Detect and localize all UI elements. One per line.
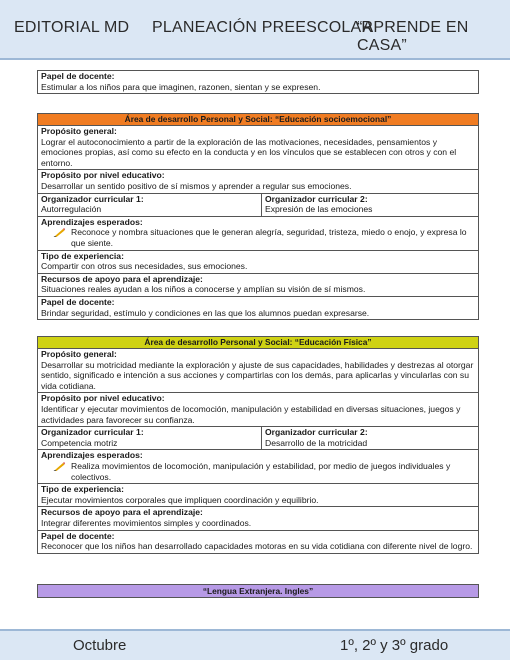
level-purpose-row [38,393,478,427]
teacher-role-label: Papel de docente: [41,296,115,307]
teacher-role-label: Papel de docente: [41,530,115,541]
organizer-2-label: Organizador curricular 2: [265,193,368,204]
support-resources-text: Integrar diferentes movimientos simples y coordinados. [41,517,252,528]
expected-learning-row [38,450,478,484]
physical-education-header: Área de desarrollo Personal y Social: “Educación Física” [38,337,478,349]
pencil-icon [53,462,65,471]
experience-type-label: Tipo de experiencia: [41,250,124,261]
curricular-organizers-row [38,194,478,217]
grade-label: 1º, 2º y 3º grado [340,637,449,654]
expected-learning-row [38,217,478,251]
experience-type-text: Ejecutar movimientos corporales que impliquen coordinación y equilibrio. [41,494,319,505]
expected-learning-label: Aprendizajes esperados: [41,450,143,461]
experience-type-label: Tipo de experiencia: [41,484,124,495]
expected-learning-text: Reconoce y nombra situaciones que le generan alegría, seguridad, tristeza, miedo o enojo, y expresa lo que siente. [71,227,467,248]
page-footer [0,629,510,660]
general-purpose-label: Propósito general: [41,349,117,359]
english-header: “Lengua Extranjera. Ingles” [38,585,478,597]
teacher-role-row [38,531,478,553]
organizer-2-value: Desarrollo de la motricidad [265,437,368,448]
program-name: “APRENDE EN CASA” [357,19,469,54]
socioemocional-table [37,113,479,320]
teacher-role-text: Reconocer que los niños han desarrollado capacidades motoras en su vida cotidiana con diferente nivel de logro. [41,541,473,552]
experience-type-row [38,251,478,274]
support-resources-label: Recursos de apoyo para el aprendizaje: [41,507,203,518]
organizer-2-label: Organizador curricular 2: [265,427,368,438]
expected-learning-text: Realiza movimientos de locomoción, manipulación y estabilidad, por medio de juegos individuales y colectivos. [71,460,451,482]
pencil-icon [53,228,65,237]
socioemocional-header: Área de desarrollo Personal y Social: “Educación socioemocional” [38,114,478,126]
experience-type-text: Compartir con otros sus necesidades, sus emociones. [41,261,248,272]
support-resources-row [38,274,478,297]
organizer-1-label: Organizador curricular 1: [41,427,144,438]
level-purpose-text: Identificar y ejecutar movimientos de locomoción, manipulación y estabilidad en diversas situaciones, juegos y actividades para favorecer su confianza. [41,403,461,425]
month-label: Octubre [73,637,127,654]
organizer-1-value: Competencia motriz [41,437,118,448]
publisher-name: EDITORIAL MD [14,19,130,36]
teacher-role-text: Estimular a los niños para que imaginen, razonen, sientan y se expresen. [41,81,321,92]
level-purpose-label: Propósito por nivel educativo: [41,170,165,181]
organizer-2-value: Expresión de las emociones [265,204,373,215]
teacher-role-row [38,297,478,319]
teacher-role-box [37,70,479,94]
organizer-1-label: Organizador curricular 1: [41,193,144,204]
level-purpose-text: Desarrollar un sentido positivo de sí mismos y aprender a regular sus emociones. [41,180,352,191]
physical-education-table [37,336,479,554]
general-purpose-row [38,349,478,393]
teacher-role-label: Papel de docente: [41,71,115,81]
support-resources-label: Recursos de apoyo para el aprendizaje: [41,273,203,284]
expected-learning-label: Aprendizajes esperados: [41,216,143,227]
level-purpose-row [38,170,478,193]
organizer-1-cell [38,194,262,216]
teacher-role-row [38,71,478,93]
support-resources-row [38,507,478,530]
organizer-1-cell [38,427,262,449]
teacher-role-text: Brindar seguridad, estímulo y condiciones en las que los alumnos puedan expresarse. [41,307,370,318]
page-header [0,0,510,60]
expected-learning-item [41,227,475,248]
support-resources-text: Situaciones reales ayudan a los niños a conocerse y amplían su visión de sí mismos. [41,284,366,295]
curricular-organizers-row [38,427,478,450]
experience-type-row [38,484,478,507]
level-purpose-label: Propósito por nivel educativo: [41,393,165,404]
organizer-2-cell [262,427,478,449]
organizer-1-value: Autorregulación [41,204,102,215]
english-table [37,584,479,598]
general-purpose-label: Propósito general: [41,126,117,136]
general-purpose-text: Lograr el autoconocimiento a partir de la exploración de las motivaciones, necesidades, pensamientos y emociones propias, así como su efecto en la conducta y en los vínculos que se establecen con otros y con el entorno. [41,136,457,168]
expected-learning-item [41,461,475,482]
general-purpose-text: Desarrollar su motricidad mediante la exploración y ajuste de sus capacidades, habilidades y destrezas al otorgar sentido, significado e intención a sus acciones y compartirlas con los demás, para aplicarlas y vincularlas con su vida cotidiana. [41,359,474,391]
organizer-2-cell [262,194,478,216]
general-purpose-row [38,126,478,170]
document-title: PLANEACIÓN PREESCOLAR [152,19,374,36]
